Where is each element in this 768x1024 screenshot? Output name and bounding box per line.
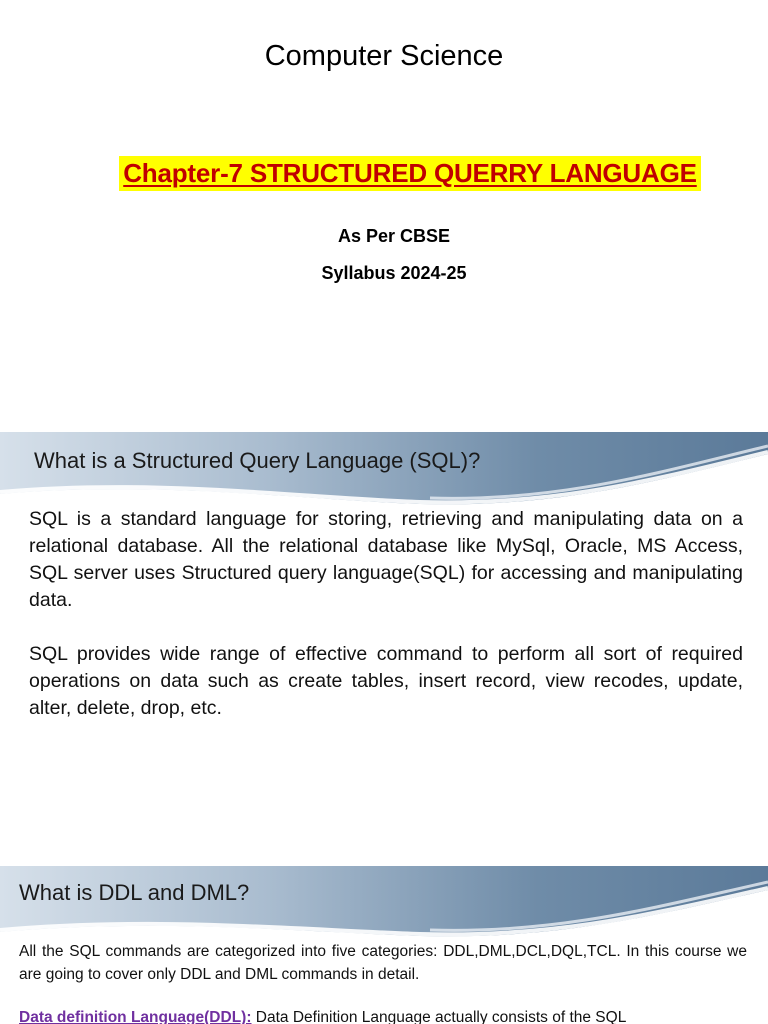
ddl-description: Data Definition Language actually consists of the SQL (251, 1009, 627, 1024)
ddl-paragraph (19, 1006, 747, 1024)
body-paragraph: All the SQL commands are categorized into five categories: DDL,DML,DCL,DQL,TCL. In this course we are going to cover only DDL and DML commands in detail. (19, 943, 747, 983)
title-slide (0, 0, 768, 432)
slide-body (19, 940, 747, 1024)
board-line: As Per CBSE (337, 226, 451, 246)
slide-title: What is a Structured Query Language (SQL)? (34, 448, 481, 473)
chapter-title-wrapper (0, 156, 768, 191)
sql-definition-slide (0, 432, 768, 866)
slide-banner (0, 866, 768, 946)
ddl-dml-slide (0, 866, 768, 1024)
body-paragraph: SQL provides wide range of effective command to perform all sort of required operations on data such as create tables, insert record, view recodes, update, alter, delete, drop, etc. (29, 643, 743, 719)
chapter-title: Chapter-7 STRUCTURED QUERRY LANGUAGE (119, 156, 701, 191)
syllabus-line: Syllabus 2024-25 (321, 263, 467, 283)
subject-heading: Computer Science (264, 40, 504, 72)
slide-body (29, 506, 743, 749)
wave-banner-graphic (0, 866, 768, 946)
slide-banner (0, 432, 768, 512)
slide-title: What is DDL and DML? (19, 880, 250, 905)
body-paragraph: SQL is a standard language for storing, retrieving and manipulating data on a relational database. All the relational database like MySql, Oracle, MS Access, SQL server uses Structured query language(SQL) for accessing and manipulating data. (29, 508, 743, 611)
ddl-term: Data definition Language(DDL): (19, 1009, 252, 1024)
